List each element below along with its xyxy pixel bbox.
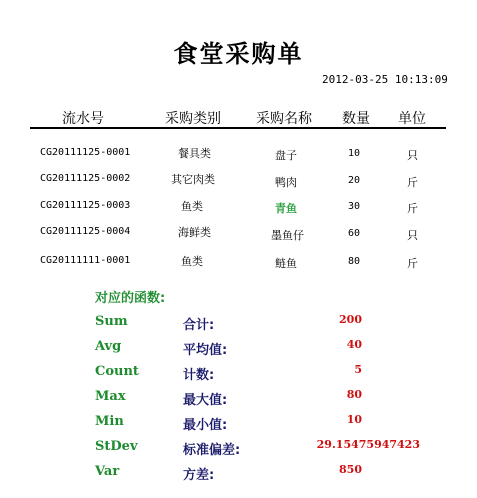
function-value: 29.15475947423	[316, 438, 420, 451]
cell-category: 海鲜类	[178, 226, 211, 239]
cell-unit: 斤	[407, 202, 418, 215]
function-value: 850	[339, 463, 362, 476]
cell-unit: 斤	[407, 176, 418, 189]
function-label: Sum	[95, 314, 128, 329]
functions-heading: 对应的函数:	[95, 291, 166, 306]
function-name: 平均值:	[183, 343, 228, 358]
cell-serial: CG20111125-0002	[40, 173, 131, 184]
cell-unit: 斤	[407, 257, 418, 270]
table-header-serial: 流水号	[62, 111, 104, 127]
function-label: Min	[95, 414, 124, 429]
cell-category: 其它肉类	[171, 173, 215, 186]
cell-quantity: 80	[348, 256, 361, 267]
cell-unit: 只	[407, 229, 418, 242]
cell-serial: CG20111111-0001	[40, 255, 131, 266]
function-label: Count	[95, 364, 139, 379]
function-value: 5	[354, 363, 362, 376]
cell-quantity: 20	[348, 175, 361, 186]
cell-item-name: 青鱼	[275, 202, 297, 215]
function-value: 80	[346, 388, 362, 401]
function-label: Avg	[95, 339, 122, 354]
cell-quantity: 30	[348, 201, 361, 212]
function-name: 计数:	[183, 368, 215, 383]
function-name: 合计:	[183, 318, 215, 333]
table-header-category: 采购类别	[165, 111, 221, 127]
function-value: 200	[339, 313, 362, 326]
function-name: 标准偏差:	[183, 443, 241, 458]
cell-serial: CG20111125-0003	[40, 200, 131, 211]
header-rule	[30, 127, 446, 129]
cell-category: 鱼类	[181, 255, 203, 268]
cell-unit: 只	[407, 149, 418, 162]
cell-item-name: 墨鱼仔	[271, 229, 304, 242]
table-header-unit: 单位	[398, 111, 426, 127]
cell-serial: CG20111125-0004	[40, 226, 131, 237]
function-name: 最大值:	[183, 393, 228, 408]
cell-category: 鱼类	[181, 200, 203, 213]
cell-quantity: 60	[348, 228, 361, 239]
function-label: Max	[95, 389, 126, 404]
cell-category: 餐具类	[178, 147, 211, 160]
cell-item-name: 鲢鱼	[275, 257, 297, 270]
function-name: 方差:	[183, 468, 215, 483]
table-header-quantity: 数量	[342, 111, 370, 127]
cell-item-name: 盘子	[275, 149, 297, 162]
function-name: 最小值:	[183, 418, 228, 433]
function-value: 40	[346, 338, 362, 351]
cell-serial: CG20111125-0001	[40, 147, 131, 158]
function-label: Var	[95, 464, 120, 479]
function-label: StDev	[95, 439, 138, 454]
timestamp: 2012-03-25 10:13:09	[322, 73, 448, 86]
function-value: 10	[346, 413, 362, 426]
cell-item-name: 鸭肉	[275, 176, 297, 189]
cell-quantity: 10	[348, 148, 361, 159]
page-title: 食堂采购单	[173, 39, 304, 68]
table-header-item-name: 采购名称	[256, 111, 312, 127]
